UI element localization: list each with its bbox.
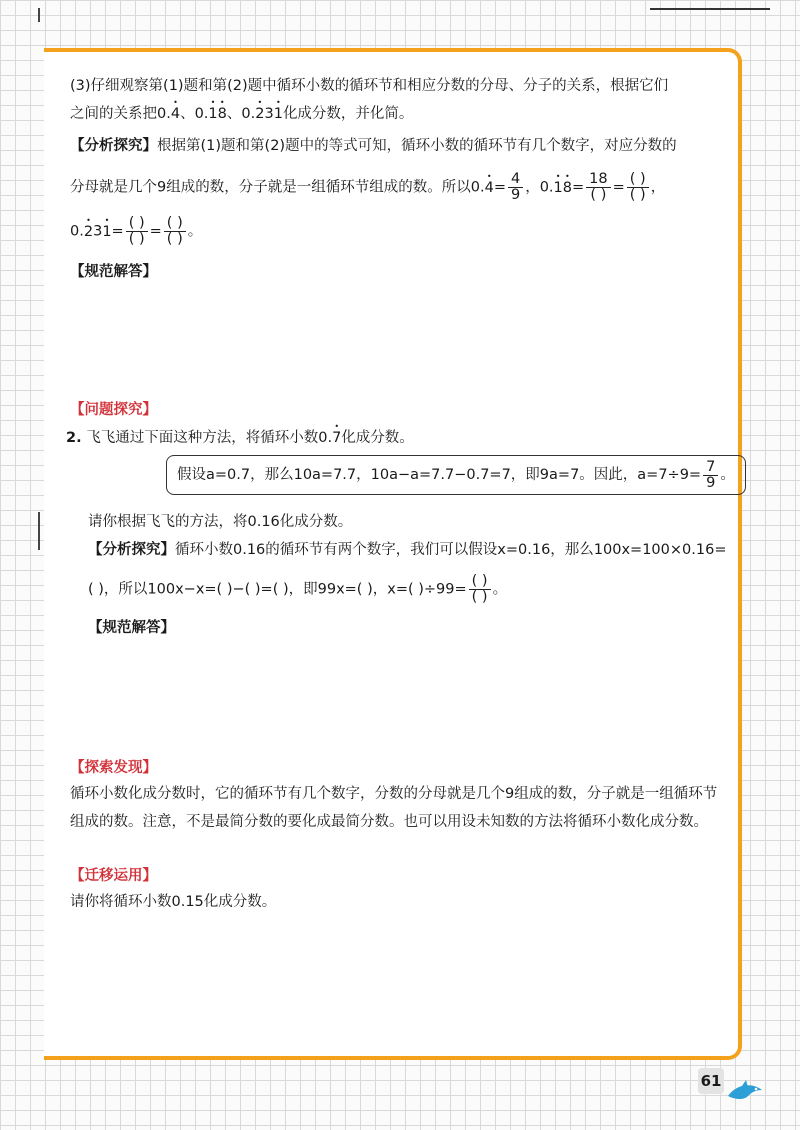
transfer-text: 请你将循环小数0.15化成分数。	[70, 894, 277, 910]
part3-analysis-2: 分母就是几个9组成的数，分子就是一组循环节组成的数。所以0.• 4= $\frac{4}{9}$ ，0.• 1• 8= $\frac{18}{( )}$ = $\frac{( )}{( )}$ ，	[70, 172, 665, 203]
page-number: 61	[698, 1068, 724, 1094]
explore-analysis-1: 【分析探究】循环小数0.16的循环节有两个数字，我们可以假设x=0.16，那么100x=100×0.16=	[88, 542, 727, 558]
method-box: 假设a=0.7，那么10a=7.7，10a−a=7.7−0.7=7，即9a=7。因此，a=7÷9= $\frac{7}{9}$ 。	[166, 455, 746, 495]
part3-analysis-1: 【分析探究】根据第(1)题和第(2)题中的等式可知，循环小数的循环节有几个数字，对应分数的	[70, 138, 677, 154]
fraction: $\frac{4}{9}$	[508, 172, 523, 203]
dolphin-icon	[726, 1078, 766, 1104]
fraction-blank[interactable]: $\frac{( )}{( )}$	[164, 216, 186, 247]
explore-analysis-2: ( )，所以100x−x=( )−( )=( )，即99x=( )，x=( )÷99= $\frac{( )}{( )}$ 。	[88, 573, 508, 605]
part3-line1: (3)仔细观察第(1)题和第(2)题中循环小数的循环节和相应分数的分母、分子的关系，根据它们	[70, 78, 669, 94]
answer-label-2: 【规范解答】	[88, 620, 175, 636]
question-2: 2. 飞飞通过下面这种方法，将循环小数0.• 7化成分数。	[66, 424, 414, 452]
section-problem-explore: 【问题探究】	[70, 402, 157, 418]
fraction: $\frac{18}{( )}$	[586, 172, 610, 203]
fraction-blank[interactable]: $\frac{( )}{( )}$	[469, 574, 491, 605]
fraction-blank[interactable]: $\frac{( )}{( )}$	[126, 216, 148, 247]
discovery-text: 循环小数化成分数时，它的循环节有几个数字，分数的分母就是几个9组成的数，分子就是一组循环节组成的数。注意，不是最简分数的要化成最简分数。也可以用设未知数的方法将循环小数化成分数。	[70, 786, 718, 830]
ask-line: 请你根据飞飞的方法，将0.16化成分数。	[88, 514, 353, 530]
part3-analysis-3: 0.• 23• 1= $\frac{( )}{( )}$ = $\frac{( )}{( )}$ 。	[70, 216, 202, 247]
answer-label: 【规范解答】	[70, 264, 157, 280]
fraction: $\frac{7}{9}$	[703, 460, 718, 491]
fraction-blank[interactable]: $\frac{( )}{( )}$	[627, 172, 649, 203]
margin-tick	[38, 512, 40, 550]
margin-tick	[38, 8, 40, 22]
top-scan-line	[650, 8, 770, 10]
analysis-label: 【分析探究】	[70, 138, 157, 154]
section-discovery: 【探索发现】	[70, 760, 157, 776]
part3-line2: 之间的关系把0.• 4、0.• 1• 8、0.• 23• 1化成分数，并化简。	[70, 100, 413, 128]
section-transfer: 【迁移运用】	[70, 868, 157, 884]
